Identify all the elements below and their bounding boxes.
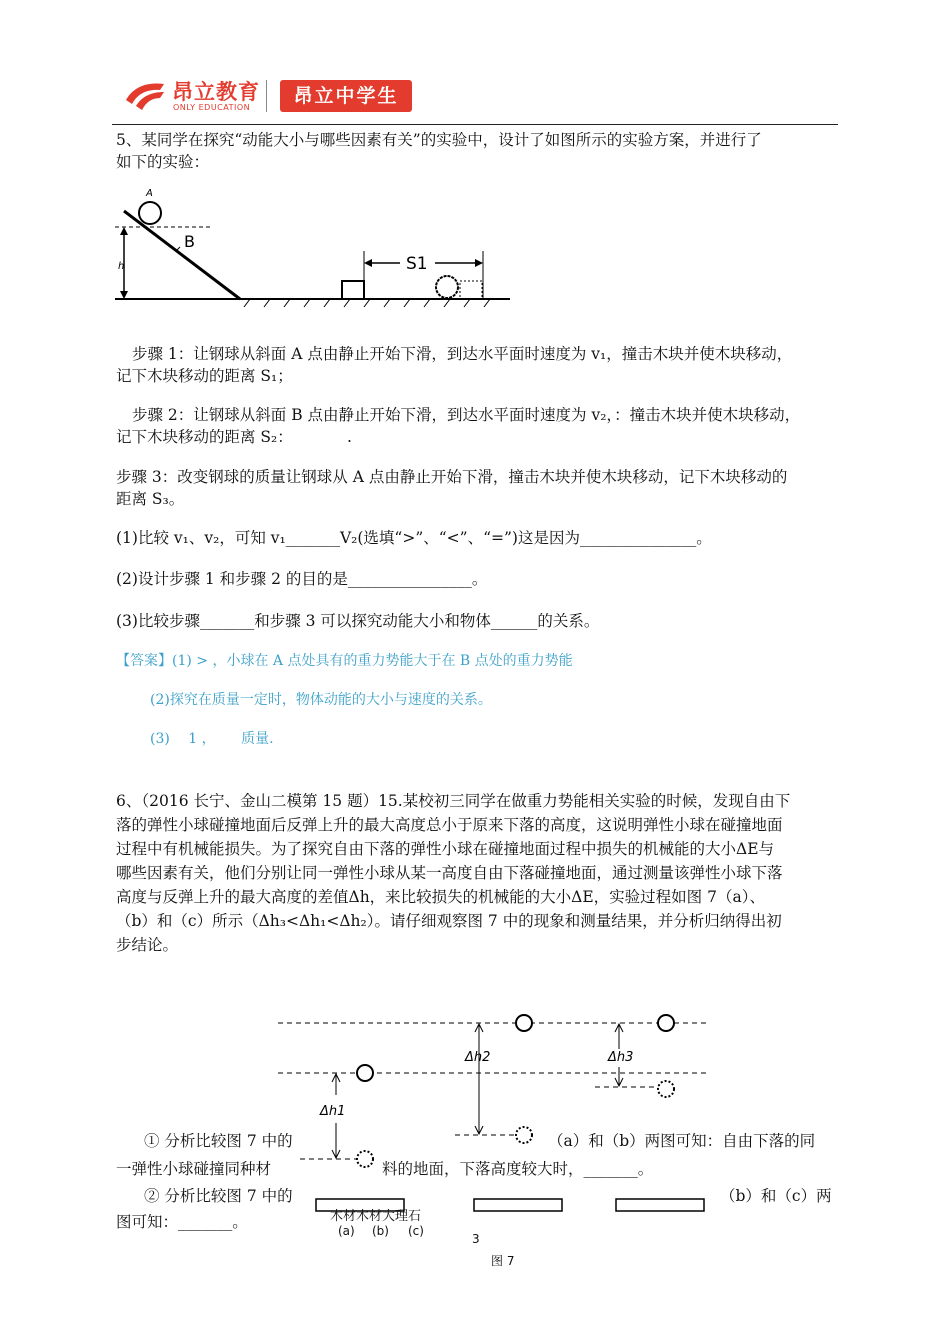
ball-a (139, 202, 161, 224)
q5-step2-l2: 记下木块移动的距离 S₂： . (116, 428, 352, 446)
label-dh3: Δh3 (608, 1050, 634, 1065)
logo-divider (266, 80, 267, 112)
q6-c1-left: ① 分析比较图 7 中的 (144, 1132, 293, 1150)
label-h: h (118, 261, 125, 272)
q6-line5: 高度与反弹上升的最大高度的差值Δh，来比较损失的机械能的大小ΔE，实验过程如图 7（a）、 (116, 888, 765, 906)
q5-line1: 5、某同学在探究“动能大小与哪些因素有关”的实验中，设计了如图所示的实验方案，并进行了 (116, 131, 762, 149)
fig7-label-b: (b) (372, 1224, 389, 1238)
q5-answer-l2: (2)探究在质量一定时，物体动能的大小与速度的关系。 (150, 692, 492, 708)
ball-a-top (357, 1065, 373, 1081)
label-dh2: Δh2 (465, 1050, 491, 1065)
q6-line6: （b）和（c）所示（Δh₃<Δh₁<Δh₂）。请仔细观察图 7 中的现象和测量结果，并分析归纳得出初 (116, 912, 782, 930)
ball-rest (436, 276, 458, 298)
q6-c2-right: 料的地面，下落高度较大时，_______。 (382, 1160, 654, 1178)
q6-line7: 步结论。 (116, 936, 179, 954)
surface-b (474, 1199, 562, 1211)
ball-b-top (516, 1015, 532, 1031)
q5-answer-l1: 【答案】(1) > ，小球在 A 点处具有的重力势能大于在 B 点处的重力势能 (116, 653, 573, 669)
header-rule (112, 124, 838, 125)
logo-text: 昂立教育 (172, 80, 260, 104)
q6-c3-right: （b）和（c）两 (720, 1187, 832, 1205)
q5-sub1: (1)比较 v₁、v₂，可知 v₁_______V₂(选填“>”、“<”、“=”)这是因为_______________。 (116, 529, 712, 547)
q6-line2: 落的弹性小球碰撞地面后反弹上升的最大高度总小于原来下落的高度，这说明弹性小球在碰撞地面 (116, 816, 783, 834)
ball-c-top (658, 1015, 674, 1031)
fig7-label-c: (c) (408, 1224, 424, 1238)
logo-subtext: ONLY EDUCATION (173, 103, 251, 112)
q5-sub2: (2)设计步骤 1 和步骤 2 的目的是________________。 (116, 570, 488, 588)
q6-c2-left: 一弹性小球碰撞同种材 (116, 1160, 272, 1178)
fig7-materials: 木材木材大理石 (330, 1209, 422, 1224)
q5-step3-l1: 步骤 3：改变钢球的质量让钢球从 A 点由静止开始下滑，撞击木块并使木块移动，记下木块移动的 (116, 468, 788, 486)
label-b: B (184, 232, 195, 251)
label-dh1: Δh1 (320, 1104, 346, 1119)
ball-c-rebound (658, 1081, 674, 1097)
q6-c4-left: 图可知：_______。 (116, 1213, 248, 1231)
q5-answer-l3: (3) 1 ， 质量. (150, 731, 274, 747)
wood-block (342, 281, 364, 299)
q6-line3: 过程中有机械能损失。为了探究自由下落的弹性小球在碰撞地面过程中损失的机械能的大小ΔE与 (116, 840, 775, 858)
logo-icon (122, 78, 168, 112)
q5-step3-l2: 距离 S₃。 (116, 490, 185, 508)
q6-c3-left: ② 分析比较图 7 中的 (144, 1187, 293, 1205)
q5-step2-l1: 步骤 2：让钢球从斜面 B 点由静止开始下滑，到达水平面时速度为 v₂，：撞击木块并使木块移动， (132, 406, 801, 424)
label-a: A (146, 188, 153, 199)
brand-badge: 昂立中学生 (280, 80, 412, 112)
page-number: 3 (472, 1232, 480, 1246)
ball-b-rebound (516, 1127, 532, 1143)
q6-line4: 哪些因素有关，他们分别让同一弹性小球从某一高度自由下落碰撞地面，通过测量该弹性小球下落 (116, 864, 783, 882)
fig7-label-a: (a) (338, 1224, 355, 1238)
q5-sub3: (3)比较步骤_______和步骤 3 可以探究动能大小和物体______的关系。 (116, 612, 600, 630)
surface-c (616, 1199, 704, 1211)
q5-step1-l2: 记下木块移动的距离 S₁； (116, 367, 293, 385)
ball-a-rebound (357, 1151, 373, 1167)
q6-c1-right: （a）和（b）两图可知：自由下落的同 (548, 1132, 816, 1150)
q5-line2: 如下的实验： (116, 153, 210, 171)
q6-line1: 6、（2016 长宁、金山二模第 15 题）15.某校初三同学在做重力势能相关实验的时候，发现自由下 (116, 792, 791, 810)
fig7-caption: 图 7 (491, 1254, 515, 1268)
label-s1: S1 (406, 254, 428, 274)
q5-figure-incline (110, 183, 520, 308)
q5-step1-l1: 步骤 1：让钢球从斜面 A 点由静止开始下滑，到达水平面时速度为 v₁，撞击木块并使木块移动， (132, 345, 793, 363)
